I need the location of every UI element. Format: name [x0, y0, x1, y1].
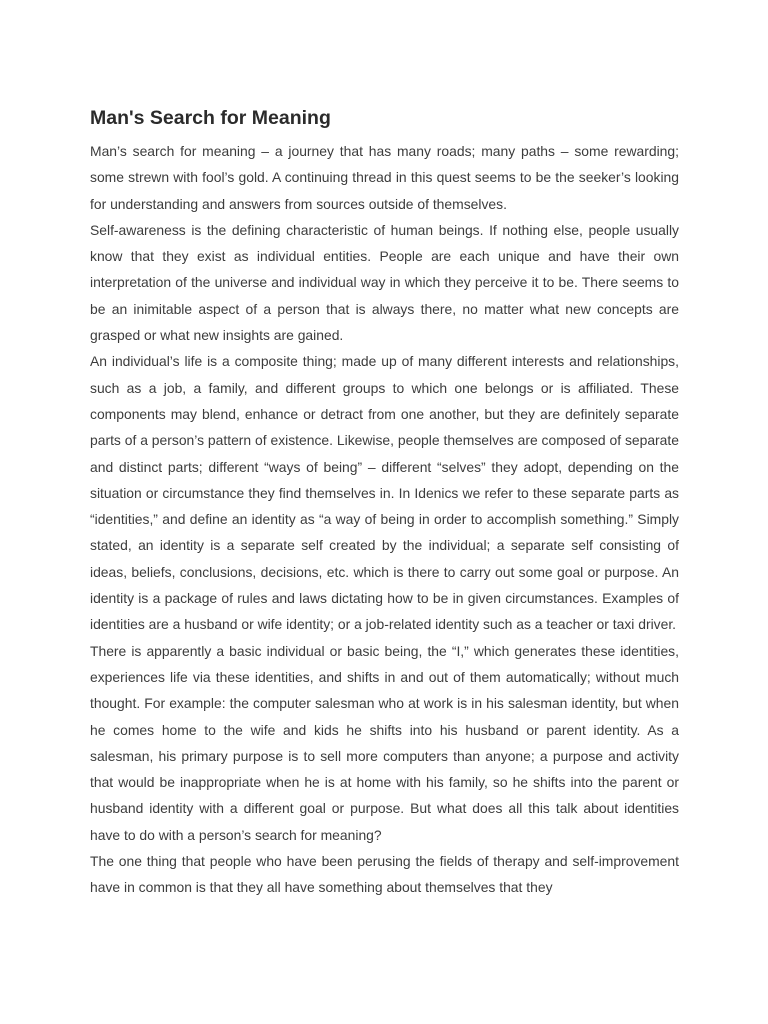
paragraph-2: Self-awareness is the defining characteristic of human beings. If nothing else, people usually know that they exist as individual entities. People are each unique and have their own interpretation of the universe and individual way in which they perceive it to be. There seems to be an inimitable aspect of a person that is always there, no matter what new concepts are grasped or what new insights are gained. [90, 221, 679, 344]
paragraph-4: There is apparently a basic individual or basic being, the “I,” which generates these identities, experiences life via these identities, and shifts in and out of them automatically; without much thought. For example: the computer salesman who at work is in his salesman identity, but when he comes home to the wife and kids he shifts into his husband or parent identity. As a salesman, his primary purpose is to sell more computers than anyone; a purpose and activity that would be inappropriate when he is at home with his family, so he shifts into the parent or husband identity with a different goal or purpose. But what does all this talk about identities have to do with a person’s search for meaning? [90, 642, 679, 843]
paragraph-5: The one thing that people who have been perusing the fields of therapy and self-improvement have in common is that they all have something about themselves that they [90, 853, 679, 896]
paragraph-3: An individual’s life is a composite thing; made up of many different interests and relationships, such as a job, a family, and different groups to which one belongs or is affiliated. These components may blend, enhance or detract from one another, but they are definitely separate parts of a person’s pattern of existence. Likewise, people themselves are composed of separate and distinct parts; different “ways of being” – different “selves” they adopt, depending on the situation or circumstance they find themselves in. In Idenics we refer to these separate parts as “identities,” and define an identity as “a way of being in order to accomplish something.” Simply stated, an identity is a separate self created by the individual; a separate self consisting of ideas, beliefs, conclusions, decisions, etc. which is there to carry out some goal or purpose. An identity is a package of rules and laws dictating how to be in given circumstances. Examples of identities are a husband or wife identity; or a job-related identity such as a teacher or taxi driver. [90, 353, 679, 633]
document-title: Man's Search for Meaning [90, 107, 331, 129]
paragraph-1: Man’s search for meaning – a journey that has many roads; many paths – some rewarding; some strewn with fool’s gold. A continuing thread in this quest seems to be the seeker’s looking for understanding and answers from sources outside of themselves. [90, 143, 679, 212]
